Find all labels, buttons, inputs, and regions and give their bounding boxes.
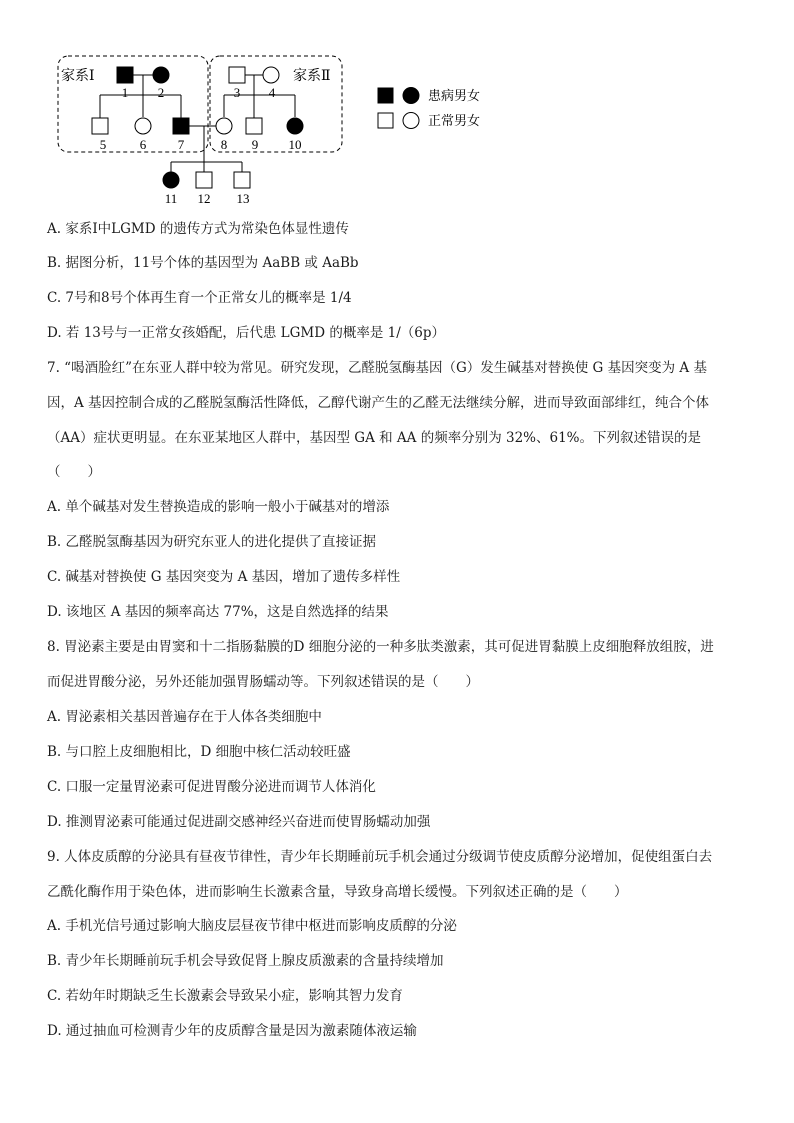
individual-4-normal-female	[263, 67, 279, 83]
question-8-line-1: 8. 胃泌素主要是由胃窦和十二指肠黏膜的D 细胞分泌的一种多肽类激素，其可促进胃黏膜上皮细胞释放组胺，进	[47, 639, 714, 655]
question-9-line-1: 9. 人体皮质醇的分泌具有昼夜节律性，青少年长期睡前玩手机会通过分级调节使皮质醇分泌增加，促使组蛋白去	[47, 849, 713, 865]
label-5: 5	[99, 137, 107, 152]
individual-10-affected-female	[287, 118, 303, 134]
individual-7-affected-male	[173, 118, 189, 134]
label-2: 2	[157, 85, 165, 100]
individual-12-normal-male	[196, 172, 212, 188]
option-6a: A. 家系Ⅰ中LGMD 的遗传方式为常染色体显性遗传	[47, 221, 349, 237]
legend-normal-label: 正常男女	[428, 113, 481, 128]
individual-11-affected-female	[163, 172, 179, 188]
option-9c: C. 若幼年时期缺乏生长激素会导致呆小症，影响其智力发育	[47, 988, 403, 1004]
legend-affected-male-icon	[378, 88, 393, 103]
individual-2-affected-female	[153, 67, 169, 83]
option-6b: B. 据图分析，11号个体的基因型为 AaBB 或 AaBb	[47, 255, 359, 271]
question-8-line-2: 而促进胃酸分泌，另外还能加强胃肠蠕动等。下列叙述错误的是（ ）	[47, 674, 479, 690]
option-7b: B. 乙醛脱氢酶基因为研究东亚人的进化提供了直接证据	[47, 534, 377, 550]
option-8c: C. 口服一定量胃泌素可促进胃酸分泌进而调节人体消化	[47, 779, 376, 795]
label-6: 6	[139, 137, 147, 152]
family2-label: 家系Ⅱ	[293, 69, 331, 84]
label-1: 1	[121, 85, 129, 100]
legend-normal-male-icon	[378, 113, 393, 128]
individual-5-normal-male	[92, 118, 108, 134]
individual-13-normal-male	[234, 172, 250, 188]
option-9a: A. 手机光信号通过影响大脑皮层昼夜节律中枢进而影响皮质醇的分泌	[47, 918, 457, 934]
individual-6-normal-female	[135, 118, 151, 134]
label-9: 9	[251, 137, 259, 152]
legend-affected-label: 患病男女	[428, 88, 481, 103]
option-8a: A. 胃泌素相关基因普遍存在于人体各类细胞中	[47, 709, 322, 725]
individual-3-normal-male	[229, 67, 245, 83]
family1-label: 家系Ⅰ	[61, 69, 95, 84]
individual-9-normal-male	[246, 118, 262, 134]
option-7d: D. 该地区 A 基因的频率高达 77%，这是自然选择的结果	[47, 604, 389, 620]
option-8d: D. 推测胃泌素可能通过促进副交感神经兴奋进而使胃肠蠕动加强	[47, 814, 431, 830]
question-7-line-3: （AA）症状更明显。在东亚某地区人群中，基因型 GA 和 AA 的频率分别为 32%、61%。下列叙述错误的是	[47, 430, 701, 446]
label-13: 13	[236, 191, 250, 206]
label-4: 4	[268, 85, 276, 100]
option-6d: D. 若 13号与一正常女孩婚配，后代患 LGMD 的概率是 1/（6p）	[47, 325, 446, 341]
option-7a: A. 单个碱基对发生替换造成的影响一般小于碱基对的增添	[47, 499, 390, 515]
pedigree-diagram	[50, 50, 520, 210]
label-11: 11	[164, 191, 178, 206]
legend-affected-female-icon	[403, 88, 419, 104]
option-9b: B. 青少年长期睡前玩手机会导致促肾上腺皮质激素的含量持续增加	[47, 953, 444, 969]
question-7-line-2: 因，A 基因控制合成的乙醛脱氢酶活性降低，乙醇代谢产生的乙醛无法继续分解，进而导致面部绯红，纯合个体	[47, 395, 710, 411]
question-9-line-2: 乙酰化酶作用于染色体，进而影响生长激素含量，导致身高增长缓慢。下列叙述正确的是（ ）	[47, 884, 628, 900]
question-7-line-1: 7. “喝酒脸红”在东亚人群中较为常见。研究发现，乙醛脱氢酶基因（G）发生碱基对替换使 G 基因突变为 A 基	[47, 360, 707, 376]
individual-8-normal-female	[216, 118, 232, 134]
question-7-line-4: （ ）	[47, 464, 101, 480]
individual-1-affected-male	[117, 67, 133, 83]
option-7c: C. 碱基对替换使 G 基因突变为 A 基因，增加了遗传多样性	[47, 569, 401, 585]
label-12: 12	[197, 191, 211, 206]
legend-normal-female-icon	[403, 113, 419, 129]
label-10: 10	[288, 137, 302, 152]
label-7: 7	[177, 137, 185, 152]
option-6c: C. 7号和8号个体再生育一个正常女儿的概率是 1/4	[47, 290, 352, 306]
option-8b: B. 与口腔上皮细胞相比，D 细胞中核仁活动较旺盛	[47, 744, 351, 760]
label-3: 3	[233, 85, 241, 100]
option-9d: D. 通过抽血可检测青少年的皮质醇含量是因为激素随体液运输	[47, 1023, 417, 1039]
label-8: 8	[220, 137, 228, 152]
